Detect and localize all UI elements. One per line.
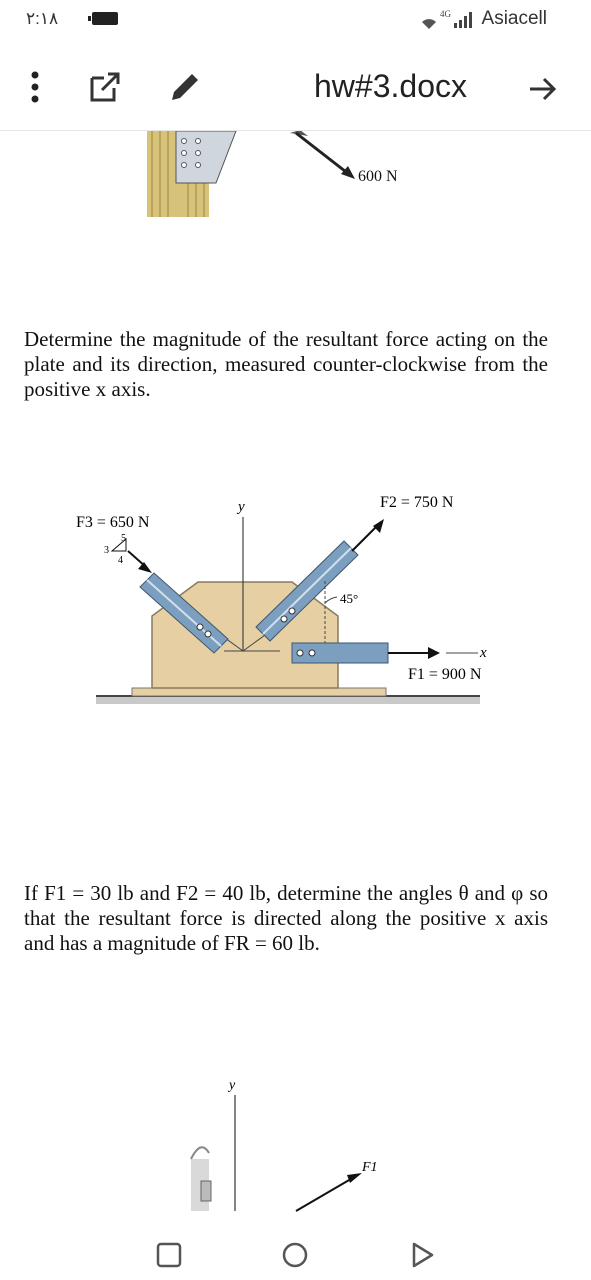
fig3-y-label: y: [229, 1078, 236, 1093]
figure-bracket-600n: [0, 131, 591, 241]
fig3-force-f1-line: [296, 1176, 356, 1211]
app-toolbar: [0, 40, 591, 131]
force-f1-label: F1 = 900 N: [408, 666, 482, 683]
figure-plate-forces: [0, 491, 591, 731]
fig3-force-f1-arrowhead: [347, 1173, 362, 1183]
fig3-f1-label: F1: [362, 1160, 378, 1175]
recent-apps-icon[interactable]: [154, 1240, 184, 1270]
base-plate: [132, 688, 386, 696]
signal-icon: [418, 8, 482, 30]
edit-pencil-icon[interactable]: [166, 70, 200, 104]
network-label: 4G: [440, 9, 451, 19]
y-axis-label: y: [238, 499, 245, 515]
slope-4: 4: [118, 555, 123, 566]
problem-1-text: Determine the magnitude of the resultant force acting on the plate and its direction, measured counter-clockwise from the positive x axis.: [24, 327, 548, 401]
status-bar: [0, 0, 591, 40]
force-f1-arrowhead: [428, 647, 440, 659]
slope-5: 5: [121, 533, 126, 544]
slope-3: 3: [104, 545, 109, 556]
status-time: ٢:١٨: [26, 9, 59, 28]
force-f2-label: F2 = 750 N: [380, 494, 454, 511]
angle-label: 45°: [340, 591, 359, 606]
figure-angles: [0, 1061, 591, 1251]
force-f2-line: [352, 525, 378, 551]
angle-arc: [325, 597, 337, 603]
member-f1: [292, 643, 388, 663]
force-f3-label: F3 = 650 N: [76, 514, 150, 531]
forward-arrow-icon[interactable]: [528, 76, 558, 102]
force-600-label: 600 N: [358, 168, 398, 185]
ground-hatch: [96, 696, 480, 704]
force-f2-arrowhead: [373, 519, 384, 533]
carrier-name: Asiacell: [481, 8, 547, 29]
system-nav-bar: [0, 1240, 591, 1280]
document-title: hw#3.docx: [314, 68, 467, 104]
open-external-icon[interactable]: [88, 70, 122, 104]
more-options-icon[interactable]: [26, 70, 44, 104]
document-viewer[interactable]: [0, 131, 591, 1251]
force-f3-arrowhead: [138, 562, 152, 573]
problem-2-text: If F1 = 30 lb and F2 = 40 lb, determine the angles θ and φ so that the resultant force is directed along the positive x axis and has a magnitude of FR = 60 lb.: [24, 881, 548, 955]
back-icon[interactable]: [408, 1240, 438, 1270]
x-axis-label: x: [480, 645, 487, 661]
home-icon[interactable]: [280, 1240, 310, 1270]
battery-icon: [92, 12, 118, 25]
force-600-line: [296, 133, 350, 175]
